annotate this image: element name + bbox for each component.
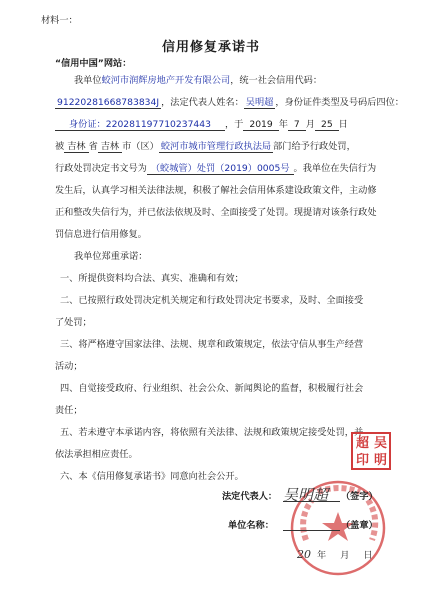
legal-rep-label: 法定代表人： (222, 491, 278, 502)
promise-3-line-2: 活动； (55, 361, 83, 372)
promise-5-line-1: 五、若未遵守本承诺内容，将依照有关法律、法规和政策规定接受处罚，并 (60, 427, 364, 438)
company-name: 蛟河市润辉房地产开发有限公司 (101, 75, 231, 86)
promise-3-line-1: 三、将严格遵守国家法律、法规、规章和政策规定，依法守信从事生产经营 (60, 339, 364, 350)
body-line-7: 正和整改失信行为，并已依法依规及时、全面接受了处罚。现提请对该条行政处 (55, 207, 377, 218)
promise-2-line-1: 二、已按照行政处罚决定机关规定和行政处罚决定书要求，及时、全面接受 (60, 295, 364, 306)
sign-note: （签字） (341, 491, 378, 502)
body-line-5: 行政处罚决定书文号为 （蛟城管）处罚（2019）0005号 。我单位在失信行为 (55, 163, 377, 174)
credit-code: 9122028166878383​4J (57, 97, 160, 108)
body-line-1: 我单位蛟河市润辉房地产开发有限公司，统一社会信用代码： (74, 75, 323, 86)
personal-seal: 超 吴 印 明 (351, 432, 391, 470)
body-line-2: 9122028166878383​4J ，法定代表人姓名： 吴明超 ，身份证件类型及号码后四位： (57, 97, 404, 108)
promise-6: 六、本《信用修复承诺书》同意向社会公开。 (60, 471, 244, 482)
addressee: “信用中国”网站： (55, 58, 132, 69)
body-line-4: 被 吉林 省 吉林 市（区） 蛟河市城市管理行政执法局 部门给予行政处罚， (55, 141, 356, 152)
seal-note: （盖章） (341, 520, 378, 531)
month: 7 (288, 119, 306, 131)
rep-name: 吴明超 (245, 97, 274, 108)
authority: 蛟河市城市管理行政执法局 (160, 141, 272, 152)
day: 25 (315, 119, 339, 131)
sign-date: 20 年 月 日 (297, 548, 373, 561)
body-line-6: 发生后，认真学习相关法律法规，积极了解社会信用体系建设政策文件，主动修 (55, 185, 377, 196)
attachment-label: 材料一： (41, 15, 78, 26)
document-title: 信用修复承诺书 (162, 40, 261, 55)
body-line-8: 罚信息进行信用修复。 (55, 229, 147, 240)
promise-4-line-1: 四、自觉接受政府、行业组织、社会公众、新闻舆论的监督，积极履行社会 (60, 383, 364, 394)
decision-number: （蛟城管）处罚（2019）0005号 (147, 163, 294, 175)
legal-rep-signature: 吴明超 (283, 486, 329, 504)
promise-1: 一、所提供资料均合法、真实、准确和有效； (60, 273, 244, 284)
year: 2019 (243, 119, 278, 131)
province: 吉林 (64, 141, 88, 153)
promise-5-line-2: 依法承担相应责任。 (55, 449, 138, 460)
unit-name-label: 单位名称： (228, 520, 274, 531)
body-line-3: 身份证：220281197710237443 ，于 2019 年 7 月 25 日 (55, 119, 348, 131)
id-number: 身份证：220281197710237443 (55, 119, 225, 131)
promise-4-line-2: 责任； (55, 405, 83, 416)
unit-underline (283, 530, 340, 531)
signature-underline (283, 501, 340, 502)
promise-2-line-2: 了处罚； (55, 317, 92, 328)
city: 吉林 (98, 141, 122, 153)
promises-intro: 我单位郑重承诺： (74, 251, 148, 262)
